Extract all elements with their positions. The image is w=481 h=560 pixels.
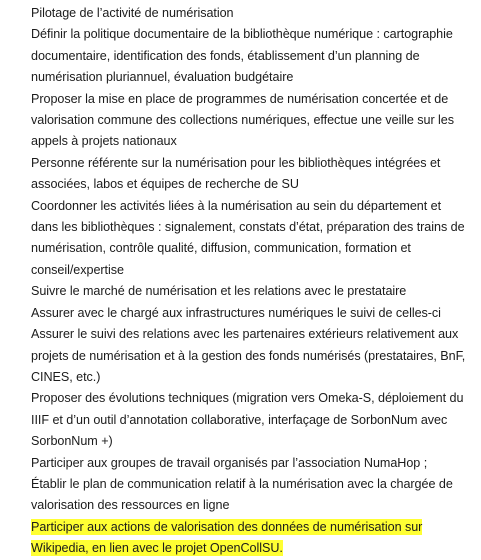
paragraph-plan-communication: Établir le plan de communication relatif à la numérisation avec la chargée de valorisation des ressources en ligne xyxy=(31,476,453,513)
paragraph-suivre-marche: Suivre le marché de numérisation et les relations avec le prestataire xyxy=(31,284,407,299)
paragraph-pilotage: Pilotage de l’activité de numérisation xyxy=(31,6,234,20)
paragraph-evolutions-techniques: Proposer des évolutions techniques (migration vers Omeka-S, déploiement du IIIF et d’un outil d’annotation collaborative, interfaçage de SorbonNum avec SorbonNum +) xyxy=(31,391,464,449)
paragraph-programmes-numerisation: Proposer la mise en place de programmes de numérisation concertée et de valorisation commune des collections numériques, effectue une veille sur les appels à projets nationaux xyxy=(31,91,454,149)
paragraph-infrastructures: Assurer avec le chargé aux infrastructures numériques le suivi de celles-ci xyxy=(31,305,441,320)
paragraph-politique-documentaire: Définir la politique documentaire de la bibliothèque numérique : cartographie documentaire, identification des fonds, établissement d’un planning de numérisation pluriannuel, évaluation budgétaire xyxy=(31,27,453,85)
document-body xyxy=(31,3,471,560)
highlighted-text: Participer aux actions de valorisation des données de numérisation sur Wikipedia, en lien avec le projet OpenCollSU. xyxy=(31,519,423,556)
paragraph-highlighted-wikipedia xyxy=(31,517,471,560)
paragraph-groupes-travail: Participer aux groupes de travail organisés par l’association NumaHop ; xyxy=(31,455,428,470)
paragraph-personne-referente: Personne référente sur la numérisation pour les bibliothèques intégrées et associées, labos et équipes de recherche de SU xyxy=(31,155,441,192)
paragraph-partenaires: Assurer le suivi des relations avec les partenaires extérieurs relativement aux projets de numérisation et à la gestion des fonds numérisés (prestataires, BnF, CINES, etc.) xyxy=(31,327,466,384)
paragraph-coordonner-activites: Coordonner les activités liées à la numérisation au sein du département et dans les bibliothèques : signalement, constats d’état, préparation des trains de numérisation, contrôle qualité, diffusion, communication, formation et conseil/expertise xyxy=(31,198,465,277)
